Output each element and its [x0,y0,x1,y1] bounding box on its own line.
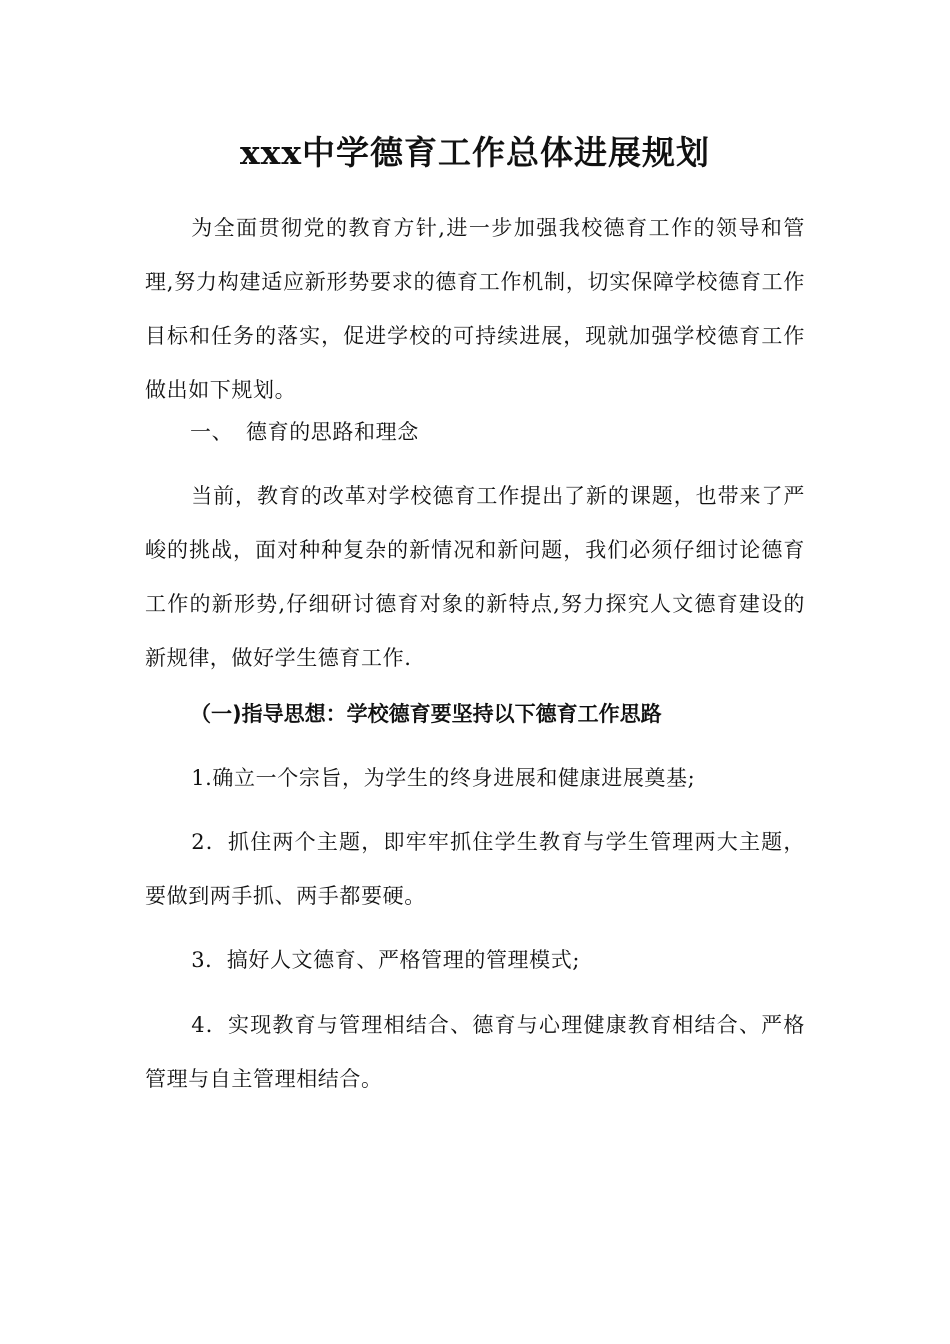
section-heading-1 [145,405,850,459]
intro-paragraph: 为全面贯彻党的教育方针,进一步加强我校德育工作的领导和管理,努力构建适应新形势要求的德育工作机制，切实保障学校德育工作目标和任务的落实，促进学校的可持续进展，现就加强学校德育工作做出如下规划。 [145,216,805,402]
document-title: xxx中学德育工作总体进展规划 [239,133,711,172]
list-item-2: 2．抓住两个主题，即牢牢抓住学生教育与学生管理两大主题，要做到两手抓、两手都要硬。 [145,830,805,908]
section-number: 一、 [190,420,234,444]
list-item-1: 1.确立一个宗旨，为学生的终身进展和健康进展奠基; [191,766,696,790]
list-item-3: 3．搞好人文德育、严格管理的管理模式; [191,948,581,972]
section-title: 德育的思路和理念 [246,420,419,444]
subsection-heading-1: （一)指导思想：学校德育要坚持以下德育工作思路 [190,702,662,726]
list-item-4: 4．实现教育与管理相结合、德育与心理健康教育相结合、严格管理与自主管理相结合。 [145,1013,805,1091]
section-1-paragraph: 当前，教育的改革对学校德育工作提出了新的课题，也带来了严峻的挑战，面对种种复杂的新情况和新问题，我们必须仔细讨论德育工作的新形势,仔细研讨德育对象的新特点,努力探究人文德育建设的新规律，做好学生德育工作. [145,484,805,670]
